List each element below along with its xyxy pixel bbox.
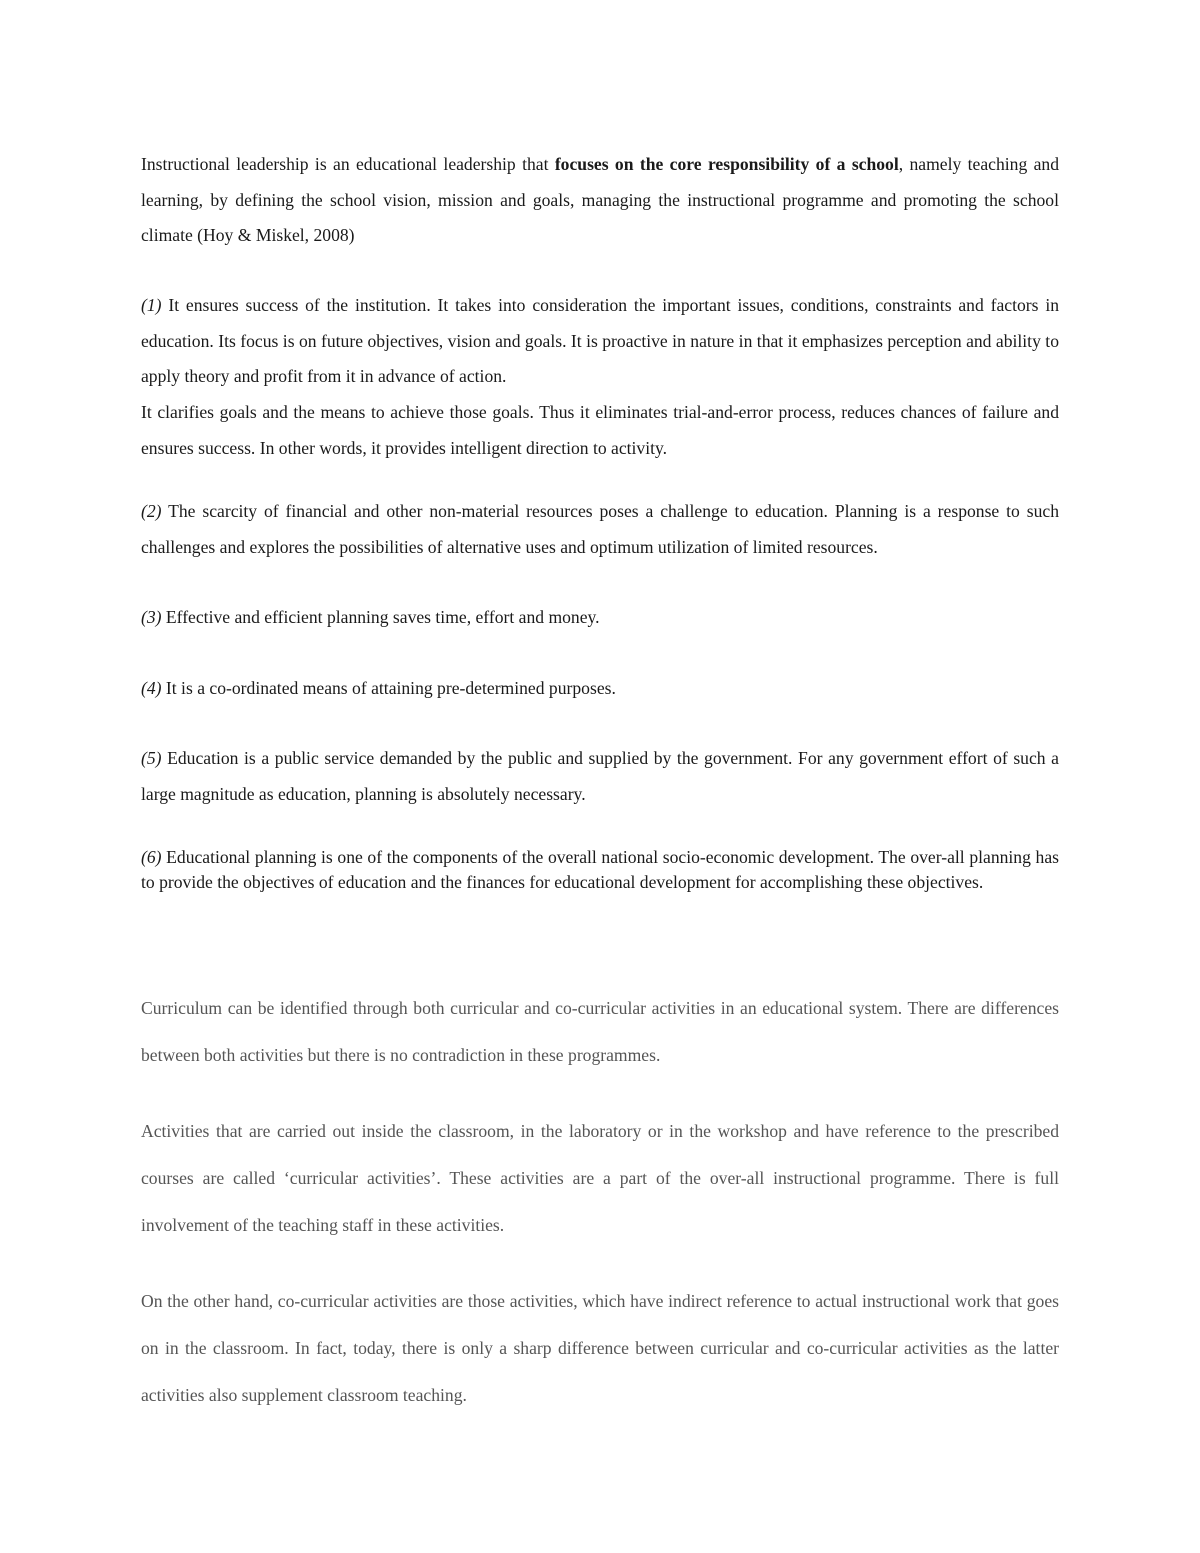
point-number: (1) <box>141 295 162 315</box>
point-3-paragraph <box>141 600 1059 636</box>
point-1-paragraph <box>141 288 1059 395</box>
point-text: It is a co-ordinated means of attaining pre-determined purposes. <box>161 678 616 698</box>
point-number: (5) <box>141 748 162 768</box>
point-6-paragraph <box>141 845 1059 894</box>
point-text: The scarcity of financial and other non-material resources poses a challenge to education. Planning is a response to such challenges and explores the possibilities of alternative uses and optimum utilization of limited resources. <box>141 501 1059 557</box>
point-4-paragraph <box>141 671 1059 707</box>
curriculum-paragraph-1: Curriculum can be identified through both curricular and co-curricular activities in an educational system. There are differences between both activities but there is no contradiction in these programmes. <box>141 998 1059 1065</box>
point-text: It ensures success of the institution. It takes into consideration the important issues, conditions, constraints and factors in education. Its focus is on future objectives, vision and goals. It is proactive in nature in that it emphasizes perception and ability to apply theory and profit from it in advance of action. <box>141 295 1059 386</box>
point-number: (4) <box>141 678 162 698</box>
intro-text-after: , namely teaching and learning, by defining the school vision, mission and goals, managing the instructional programme and promoting the school climate (Hoy & Miskel, 2008) <box>141 154 1059 245</box>
point-text: Educational planning is one of the components of the overall national socio-economic development. The over-all planning has to provide the objectives of education and the finances for educational development for accomplishing these objectives. <box>141 847 1059 892</box>
intro-text-before: Instructional leadership is an educational leadership that <box>141 154 555 174</box>
point-5-paragraph <box>141 741 1059 812</box>
point-text: Education is a public service demanded by the public and supplied by the government. For any government effort of such a large magnitude as education, planning is absolutely necessary. <box>141 748 1059 804</box>
curriculum-paragraph-2: Activities that are carried out inside the classroom, in the laboratory or in the workshop and have reference to the prescribed courses are called ‘curricular activities’. These activities are a part of the over-all instructional programme. There is full involvement of the teaching staff in these activities. <box>141 1121 1059 1235</box>
point-number: (2) <box>141 501 162 521</box>
intro-bold-phrase: focuses on the core responsibility of a school <box>554 154 899 174</box>
point-2-paragraph <box>141 494 1059 565</box>
point-1b-paragraph <box>141 395 1059 466</box>
point-text: Effective and efficient planning saves time, effort and money. <box>161 607 600 627</box>
intro-paragraph <box>141 147 1059 254</box>
point-text: It clarifies goals and the means to achieve those goals. Thus it eliminates trial-and-error process, reduces chances of failure and ensures success. In other words, it provides intelligent direction to activity. <box>141 402 1059 458</box>
point-number: (6) <box>141 847 162 867</box>
point-number: (3) <box>141 607 162 627</box>
curriculum-paragraph-3: On the other hand, co-curricular activities are those activities, which have indirect reference to actual instructional work that goes on in the classroom. In fact, today, there is only a sharp difference between curricular and co-curricular activities as the latter activities also supplement classroom teaching. <box>141 1291 1059 1405</box>
